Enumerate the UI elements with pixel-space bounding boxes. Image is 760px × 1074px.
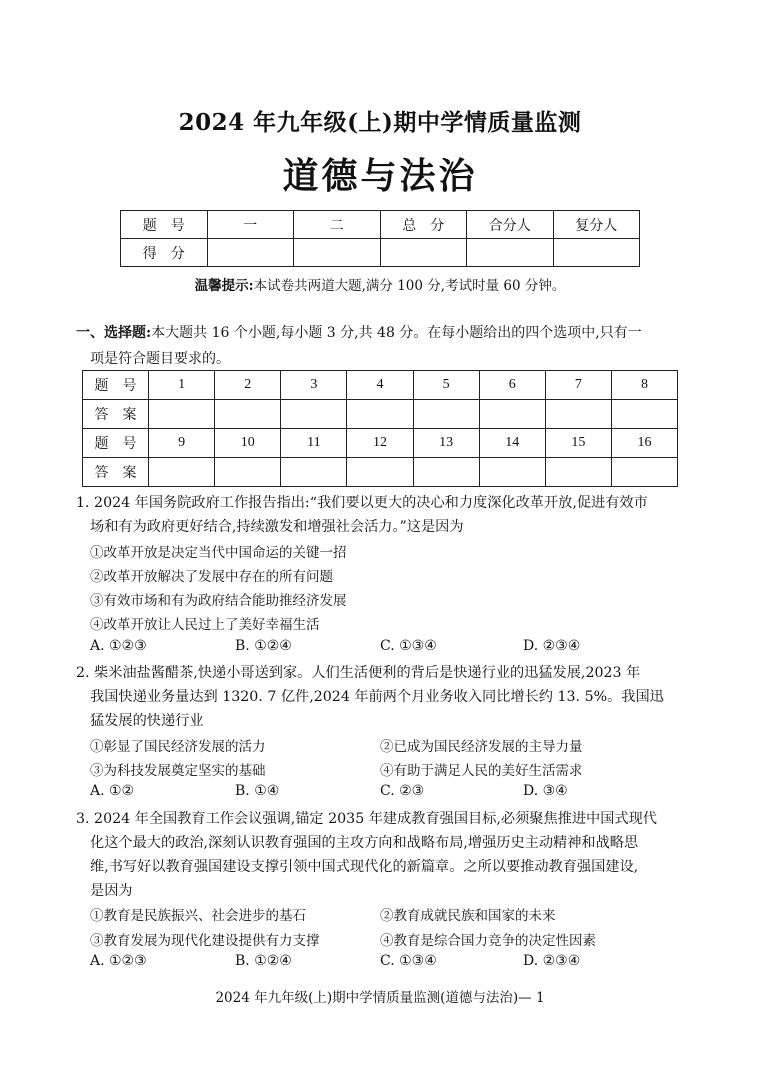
q1-option-b: B. ①②④ [235,638,292,654]
q1-item: ③有效市场和有为政府结合能助推经济发展 [90,593,347,609]
answer-cell: 12 [347,429,413,458]
tip-label: 温馨提示: [194,278,254,294]
score-cell: 二 [294,211,381,239]
answer-cell: 题 号 [83,429,149,458]
q1-option-d: D. ②③④ [523,638,581,654]
q2-item: ④有助于满足人民的美好生活需求 [380,763,583,779]
q3-item: ④教育是综合国力竞争的决定性因素 [380,933,596,949]
score-cell: 合分人 [467,211,554,239]
answer-cell: 答 案 [83,400,149,429]
q3-stem-line: 3. 2024 年全国教育工作会议强调,锚定 2035 年建成教育强国目标,必须聚焦推进中国式现代 [76,811,657,827]
page-footer: 2024 年九年级(上)期中学情质量监测(道德与法治)— 1 [215,990,545,1006]
q1-option-c: C. ①③④ [380,638,437,654]
q3-option-c: C. ①③④ [380,953,437,969]
q1-stem-line: 场和有为政府更好结合,持续激发和增强社会活力。”这是因为 [90,519,464,535]
q3-stem-line: 是因为 [90,883,133,899]
answer-cell: 1 [149,371,215,400]
q1-stem-line: 1. 2024 年国务院政府工作报告指出:“我们要以更大的决心和力度深化改革开放,促进有效市 [76,495,648,511]
q2-item: ③为科技发展奠定坚实的基础 [90,763,266,779]
answer-cell: 2 [215,371,281,400]
score-cell: 总 分 [380,211,467,239]
q3-stem-line: 维,书写好以教育强国建设支撑引领中国式现代化的新篇章。之所以要推动教育强国建设, [90,859,639,875]
answer-cell: 13 [413,429,479,458]
score-cell: 复分人 [553,211,640,239]
section-text: 本大题共 16 个小题,每小题 3 分,共 48 分。在每小题给出的四个选项中,只有一 [151,325,642,341]
answer-cell: 3 [281,371,347,400]
q3-option-b: B. ①②④ [235,953,292,969]
q2-item: ②已成为国民经济发展的主导力量 [380,739,583,755]
section-head: 一、选择题: [76,325,152,341]
q2-option-d: D. ③④ [523,783,568,799]
answer-cell: 10 [215,429,281,458]
answer-cell: 14 [479,429,545,458]
q3-option-d: D. ②③④ [523,953,581,969]
q3-item: ①教育是民族振兴、社会进步的基石 [90,908,306,924]
subject-title: 道德与法治 [282,155,478,197]
q3-option-a: A. ①②③ [90,953,147,969]
answer-cell: 4 [347,371,413,400]
tip-text: 本试卷共两道大题,满分 100 分,考试时量 60 分钟。 [253,278,566,294]
answer-cell: 5 [413,371,479,400]
q2-stem-line: 猛发展的快递行业 [90,713,204,729]
score-cell: 题 号 [121,211,208,239]
q2-option-c: C. ②③ [380,783,425,799]
answer-cell: 题 号 [83,371,149,400]
section-text-2: 项是符合题目要求的。 [90,351,230,367]
answer-cell: 7 [545,371,611,400]
q3-item: ③教育发展为现代化建设提供有力支撑 [90,933,320,949]
answer-cell: 答 案 [83,458,149,487]
q1-item: ②改革开放解决了发展中存在的所有问题 [90,569,333,585]
q3-stem-line: 化这个最大的政治,深刻认识教育强国的主攻方向和战略布局,增强历史主动精神和战略思 [90,835,639,851]
score-cell: 得 分 [121,239,208,267]
q2-stem-line: 2. 柴米油盐酱醋茶,快递小哥送到家。人们生活便利的背后是快递行业的迅猛发展,2023 年 [76,665,641,681]
exam-title: 2024 年九年级(上)期中学情质量监测 [178,109,582,136]
q1-item: ①改革开放是决定当代中国命运的关键一招 [90,545,347,561]
q2-stem-line: 我国快递业务量达到 1320. 7 亿件,2024 年前两个月业务收入同比增长约 13. 5%。我国迅 [90,689,664,705]
score-cell: 一 [207,211,294,239]
answer-cell: 9 [149,429,215,458]
q1-option-a: A. ①②③ [90,638,147,654]
q2-option-b: B. ①④ [235,783,280,799]
answer-cell: 16 [611,429,677,458]
q1-item: ④改革开放让人民过上了美好幸福生活 [90,617,320,633]
answer-cell: 15 [545,429,611,458]
q2-option-a: A. ①② [90,783,135,799]
answer-cell: 8 [611,371,677,400]
answer-cell: 6 [479,371,545,400]
answer-cell: 11 [281,429,347,458]
q3-item: ②教育成就民族和国家的未来 [380,908,556,924]
q2-item: ①彰显了国民经济发展的活力 [90,739,266,755]
